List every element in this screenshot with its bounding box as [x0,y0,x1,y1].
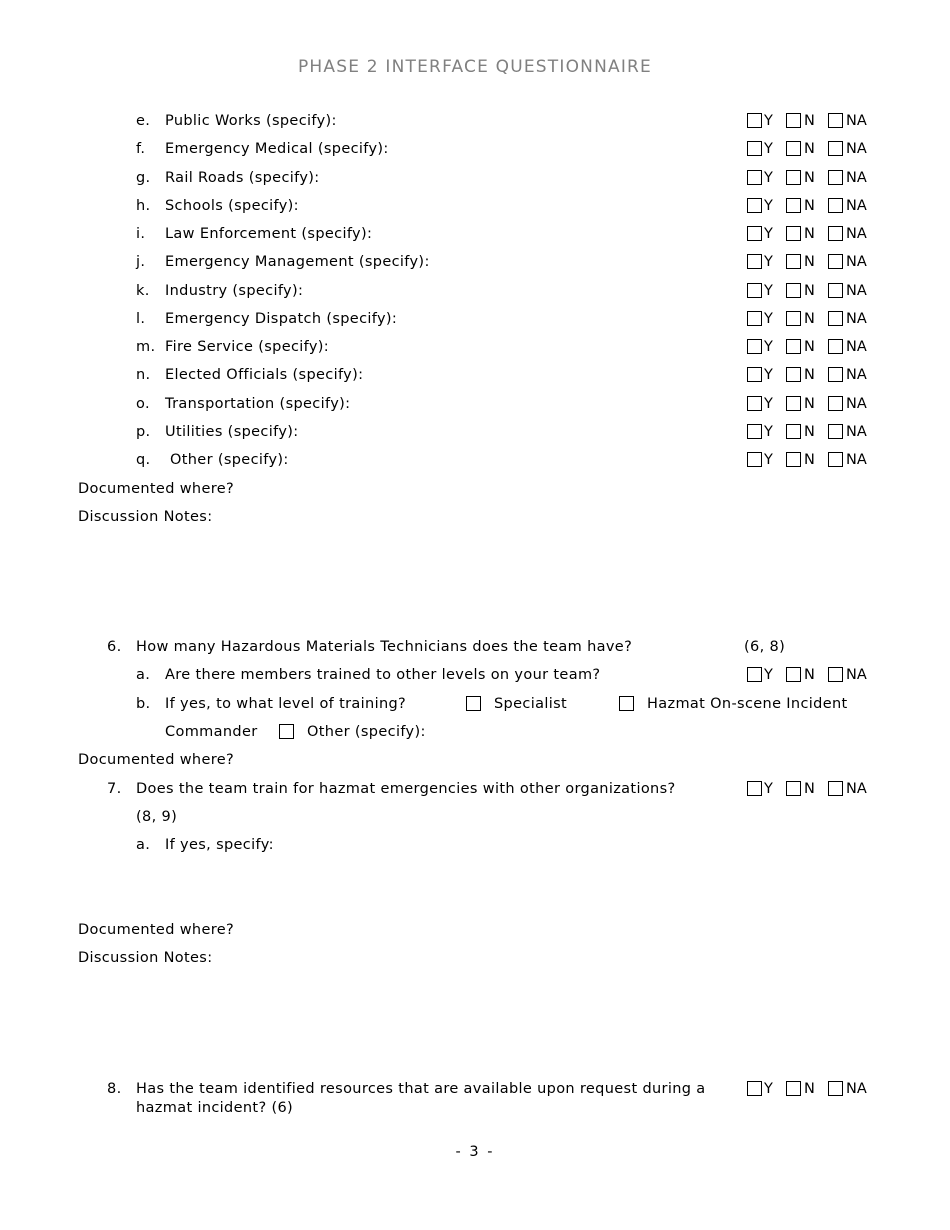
yes-label: Y [764,226,773,242]
documented-where-label: Documented where? [78,752,235,768]
no-label: N [804,226,815,242]
na-label: NA [846,367,867,383]
item-letter: a. [136,667,151,683]
yes-no-na-group [747,113,887,130]
yes-label: Y [764,452,773,468]
yes-no-na-group [747,367,887,384]
no-label: N [804,1081,815,1097]
item-letter: q. [136,452,151,468]
na-checkbox[interactable] [828,367,843,382]
item-letter: a. [136,837,151,853]
yes-label: Y [764,198,773,214]
yes-label: Y [764,667,773,683]
hazmat-commander-label: Hazmat On-scene Incident [647,696,848,712]
item-letter: o. [136,396,150,412]
item-letter: l. [136,311,146,327]
item-text: If yes, to what level of training? [165,696,407,712]
specialist-label: Specialist [494,696,568,712]
organization-label: Industry (specify): [165,283,304,299]
yes-label: Y [764,311,773,327]
na-checkbox[interactable] [828,198,843,213]
organization-label: Emergency Management (specify): [165,254,430,270]
no-checkbox[interactable] [786,781,801,796]
yes-no-na-group [747,198,887,215]
yes-label: Y [764,283,773,299]
specialist-checkbox[interactable] [466,696,481,711]
yes-checkbox[interactable] [747,396,762,411]
no-checkbox[interactable] [786,170,801,185]
no-label: N [804,667,815,683]
documented-where-label: Documented where? [78,481,235,497]
question-reference: (8, 9) [136,809,178,825]
na-label: NA [846,170,867,186]
question-text: Does the team train for hazmat emergencies with other organizations? [136,781,676,797]
item-letter: e. [136,113,151,129]
yes-no-na-group [747,424,887,441]
na-label: NA [846,339,867,355]
yes-checkbox[interactable] [747,141,762,156]
question-text: Has the team identified resources that are available upon request during a [136,1081,706,1097]
na-checkbox[interactable] [828,254,843,269]
yes-checkbox[interactable] [747,254,762,269]
page-number: - 3 - [455,1144,495,1160]
no-checkbox[interactable] [786,424,801,439]
yes-no-na-group [747,283,887,300]
yes-no-na-group [747,396,887,413]
no-checkbox[interactable] [786,254,801,269]
no-checkbox[interactable] [786,452,801,467]
page-header-title: PHASE 2 INTERFACE QUESTIONNAIRE [297,57,653,77]
yes-checkbox[interactable] [747,198,762,213]
na-checkbox[interactable] [828,226,843,241]
item-text: Are there members trained to other levels on your team? [165,667,601,683]
no-label: N [804,339,815,355]
organization-label: Elected Officials (specify): [165,367,364,383]
na-label: NA [846,452,867,468]
yes-no-na-group [747,141,887,158]
yes-checkbox[interactable] [747,226,762,241]
hazmat-commander-label-cont: Commander [165,724,258,740]
no-checkbox[interactable] [786,396,801,411]
item-letter: b. [136,696,151,712]
organization-label: Public Works (specify): [165,113,337,129]
na-label: NA [846,396,867,412]
na-checkbox[interactable] [828,424,843,439]
item-letter: f. [136,141,146,157]
yes-no-na-group [747,339,887,356]
organization-label: Law Enforcement (specify): [165,226,373,242]
na-checkbox[interactable] [828,396,843,411]
na-label: NA [846,283,867,299]
na-checkbox[interactable] [828,311,843,326]
organization-label: Emergency Medical (specify): [165,141,389,157]
question-number: 8. [107,1081,122,1097]
na-label: NA [846,141,867,157]
yes-label: Y [764,396,773,412]
yes-label: Y [764,424,773,440]
no-label: N [804,452,815,468]
no-checkbox[interactable] [786,339,801,354]
question-reference: (6, 8) [744,639,786,655]
no-checkbox[interactable] [786,226,801,241]
organization-label: Transportation (specify): [165,396,351,412]
no-label: N [804,396,815,412]
yes-label: Y [764,339,773,355]
discussion-notes-label: Discussion Notes: [78,950,213,966]
yes-label: Y [764,781,773,797]
yes-no-na-group [747,667,887,684]
no-checkbox[interactable] [786,367,801,382]
na-label: NA [846,667,867,683]
na-label: NA [846,254,867,270]
documented-where-label: Documented where? [78,922,235,938]
organization-label: Fire Service (specify): [165,339,330,355]
na-checkbox[interactable] [828,667,843,682]
item-letter: j. [136,254,146,270]
yes-no-na-group [747,226,887,243]
yes-label: Y [764,170,773,186]
no-label: N [804,283,815,299]
yes-checkbox[interactable] [747,424,762,439]
na-checkbox[interactable] [828,781,843,796]
no-label: N [804,170,815,186]
yes-no-na-group [747,254,887,271]
organization-label: Rail Roads (specify): [165,170,320,186]
no-label: N [804,424,815,440]
item-letter: n. [136,367,151,383]
no-label: N [804,311,815,327]
na-label: NA [846,311,867,327]
yes-checkbox[interactable] [747,339,762,354]
na-checkbox[interactable] [828,283,843,298]
item-text: If yes, specify: [165,837,274,853]
question-number: 6. [107,639,122,655]
item-letter: i. [136,226,146,242]
yes-label: Y [764,141,773,157]
no-checkbox[interactable] [786,667,801,682]
no-checkbox[interactable] [786,1081,801,1096]
na-label: NA [846,424,867,440]
na-checkbox[interactable] [828,339,843,354]
no-label: N [804,113,815,129]
yes-checkbox[interactable] [747,311,762,326]
item-letter: m. [136,339,156,355]
na-label: NA [846,113,867,129]
yes-no-na-group [747,1081,887,1098]
organization-label: Utilities (specify): [165,424,299,440]
other-level-checkbox[interactable] [279,724,294,739]
na-checkbox[interactable] [828,1081,843,1096]
na-label: NA [846,1081,867,1097]
organization-label: Schools (specify): [165,198,299,214]
no-checkbox[interactable] [786,113,801,128]
yes-no-na-group [747,311,887,328]
other-level-label: Other (specify): [307,724,426,740]
yes-checkbox[interactable] [747,367,762,382]
discussion-notes-label: Discussion Notes: [78,509,213,525]
item-letter: h. [136,198,151,214]
item-letter: k. [136,283,150,299]
no-label: N [804,141,815,157]
yes-no-na-group [747,452,887,469]
question-number: 7. [107,781,122,797]
na-label: NA [846,198,867,214]
yes-checkbox[interactable] [747,283,762,298]
yes-no-na-group [747,781,887,798]
item-letter: p. [136,424,151,440]
no-label: N [804,254,815,270]
yes-label: Y [764,1081,773,1097]
na-label: NA [846,781,867,797]
question-text-cont: hazmat incident? (6) [136,1100,294,1116]
yes-checkbox[interactable] [747,667,762,682]
na-label: NA [846,226,867,242]
no-checkbox[interactable] [786,141,801,156]
yes-checkbox[interactable] [747,113,762,128]
no-label: N [804,198,815,214]
yes-checkbox[interactable] [747,781,762,796]
no-checkbox[interactable] [786,283,801,298]
yes-no-na-group [747,170,887,187]
na-checkbox[interactable] [828,452,843,467]
yes-checkbox[interactable] [747,452,762,467]
yes-checkbox[interactable] [747,170,762,185]
yes-label: Y [764,113,773,129]
hazmat-commander-checkbox[interactable] [619,696,634,711]
no-checkbox[interactable] [786,198,801,213]
organization-label: Emergency Dispatch (specify): [165,311,398,327]
yes-label: Y [764,254,773,270]
na-checkbox[interactable] [828,113,843,128]
na-checkbox[interactable] [828,170,843,185]
no-checkbox[interactable] [786,311,801,326]
item-letter: g. [136,170,151,186]
organization-label: Other (specify): [165,452,289,468]
question-text: How many Hazardous Materials Technicians does the team have? [136,639,633,655]
no-label: N [804,367,815,383]
na-checkbox[interactable] [828,141,843,156]
no-label: N [804,781,815,797]
yes-checkbox[interactable] [747,1081,762,1096]
yes-label: Y [764,367,773,383]
